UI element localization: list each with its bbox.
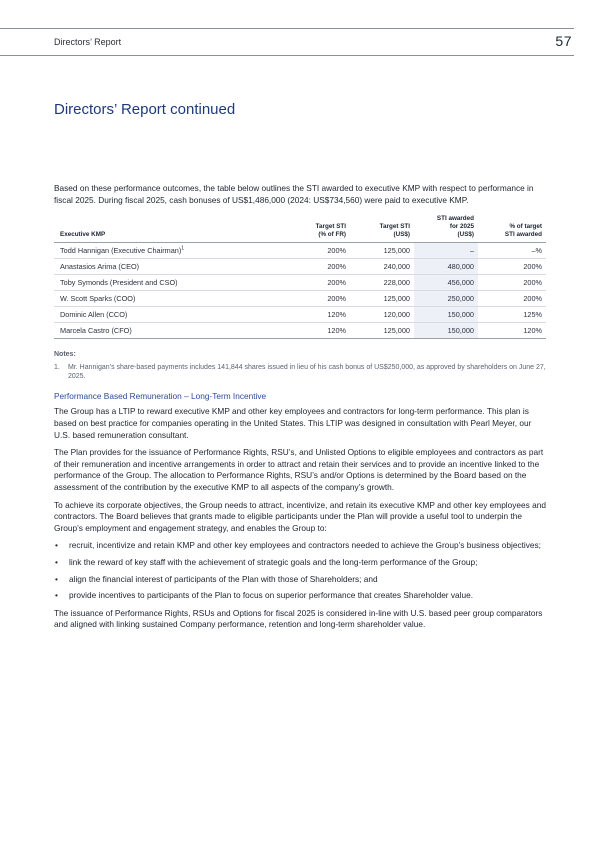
table-row — [54, 259, 546, 275]
cell-target-usd: 125,000 — [350, 323, 414, 339]
cell-awarded: 250,000 — [414, 291, 478, 307]
footnote-text: Mr. Hannigan’s share-based payments includes 141,844 shares issued in lieu of his cash bonus of US$250,000, as approved by shareholders on June 27, 2025. — [68, 363, 546, 380]
footnote-ref: 1 — [181, 245, 185, 252]
cell-awarded: 456,000 — [414, 275, 478, 291]
ltip-paragraph: To achieve its corporate objectives, the Group needs to attract, incentivize, and retain its executive KMP and other key employees and contractors. The Board believes that grants made to eligible participants under the Plan will provide a useful tool to underpin the Group’s employment and engagement strategy, and enables the Group to: — [54, 499, 546, 533]
cell-pct-awarded: –% — [478, 243, 546, 259]
ltip-paragraph: The Plan provides for the issuance of Performance Rights, RSU’s, and Unlisted Options to eligible employees and contractors as part of their remuneration and incentive arrangements in order to attract and retain their services and to provide an incentive linked to the performance of the Group. The allocation to Performance Rights, RSU’s and/or Options is determined by the Board based on the assessment of the contribution by the executive KMP to all aspects of the company’s growth. — [54, 447, 544, 492]
cell-name: Toby Symonds (President and CSO) — [54, 275, 286, 291]
cell-pct-awarded: 200% — [478, 259, 546, 275]
bullet-icon: • — [55, 540, 58, 551]
footnote-number: 1. — [54, 363, 60, 371]
cell-pct-awarded: 125% — [478, 307, 546, 323]
objectives-list — [54, 540, 546, 601]
cell-name: Anastasios Arima (CEO) — [54, 259, 286, 275]
col-header-executive-kmp: Executive KMP — [54, 215, 286, 243]
col-header-target-sti-percent: Target STI (% of FR) — [286, 215, 350, 243]
col-header-target-sti-usd: Target STI (US$) — [350, 215, 414, 243]
list-item: • provide incentives to participants of the Plan to focus on superior performance that creates Shareholder value. — [55, 590, 474, 601]
cell-target-pct: 200% — [286, 243, 350, 259]
cell-name: W. Scott Sparks (COO) — [54, 291, 286, 307]
cell-pct-awarded: 200% — [478, 275, 546, 291]
cell-target-pct: 200% — [286, 275, 350, 291]
ltip-section-heading: Performance Based Remuneration – Long-Term Incentive — [54, 390, 267, 401]
cell-target-pct: 200% — [286, 259, 350, 275]
ltip-paragraph: The Group has a LTIP to reward executive KMP and other key employees and contractors for long-term performance. This plan is based on best practice for companies operating in the United States. This LTIP was designed in consultation with Pearl Meyer, our U.S. based remuneration consultant. — [54, 406, 532, 440]
report-body — [54, 183, 546, 637]
page-title: Directors’ Report continued — [54, 101, 236, 118]
cell-pct-awarded: 200% — [478, 291, 546, 307]
bullet-icon: • — [55, 590, 58, 601]
cell-target-pct: 120% — [286, 307, 350, 323]
bullet-icon: • — [55, 556, 58, 567]
running-header-title: Directors’ Report — [54, 37, 122, 47]
cell-target-pct: 200% — [286, 291, 350, 307]
cell-target-usd: 228,000 — [350, 275, 414, 291]
table-header-row — [54, 215, 546, 243]
notes-title: Notes: — [54, 351, 76, 359]
table-row — [54, 323, 546, 339]
table-row — [54, 275, 546, 291]
table-row — [54, 291, 546, 307]
cell-name: Marcela Castro (CFO) — [54, 323, 286, 339]
cell-target-pct: 120% — [286, 323, 350, 339]
bullet-icon: • — [55, 573, 58, 584]
page-number: 57 — [555, 33, 572, 49]
cell-target-usd: 125,000 — [350, 243, 414, 259]
cell-awarded: – — [414, 243, 478, 259]
cell-awarded: 150,000 — [414, 323, 478, 339]
cell-awarded: 480,000 — [414, 259, 478, 275]
col-header-sti-awarded: STI awarded for 2025 (US$) — [414, 215, 478, 243]
header-top-rule — [0, 28, 574, 29]
cell-target-usd: 125,000 — [350, 291, 414, 307]
cell-awarded: 150,000 — [414, 307, 478, 323]
cell-name: Todd Hannigan (Executive Chairman)$^1$ — [54, 243, 286, 259]
header-bottom-rule — [0, 55, 574, 56]
cell-pct-awarded: 120% — [478, 323, 546, 339]
sti-awards-table — [54, 215, 546, 339]
ltip-closing-paragraph: The issuance of Performance Rights, RSUs and Options for fiscal 2025 is considered in-line with U.S. based peer group comparators and aligned with linking sustained Company performance, retention and long-term shareholder value. — [54, 607, 543, 630]
table-row — [54, 243, 546, 259]
cell-target-usd: 120,000 — [350, 307, 414, 323]
table-row — [54, 307, 546, 323]
list-item: • align the financial interest of participants of the Plan with those of Shareholders; and — [55, 573, 378, 584]
list-item: • link the reward of key staff with the achievement of strategic goals and the long-term performance of the Group; — [55, 556, 478, 567]
cell-name: Dominic Allen (CCO) — [54, 307, 286, 323]
col-header-percent-awarded: % of target STI awarded — [478, 215, 546, 243]
cell-target-usd: 240,000 — [350, 259, 414, 275]
list-item: • recruit, incentivize and retain KMP and other key employees and contractors needed to achieve the Group’s business objectives; — [55, 540, 541, 551]
footnote-1 — [54, 363, 546, 381]
intro-paragraph: Based on these performance outcomes, the table below outlines the STI awarded to executive KMP with respect to performance in fiscal 2025. During fiscal 2025, cash bonuses of US$1,486,000 (2024: US$734,560) were paid to executive KMP. — [54, 183, 534, 205]
